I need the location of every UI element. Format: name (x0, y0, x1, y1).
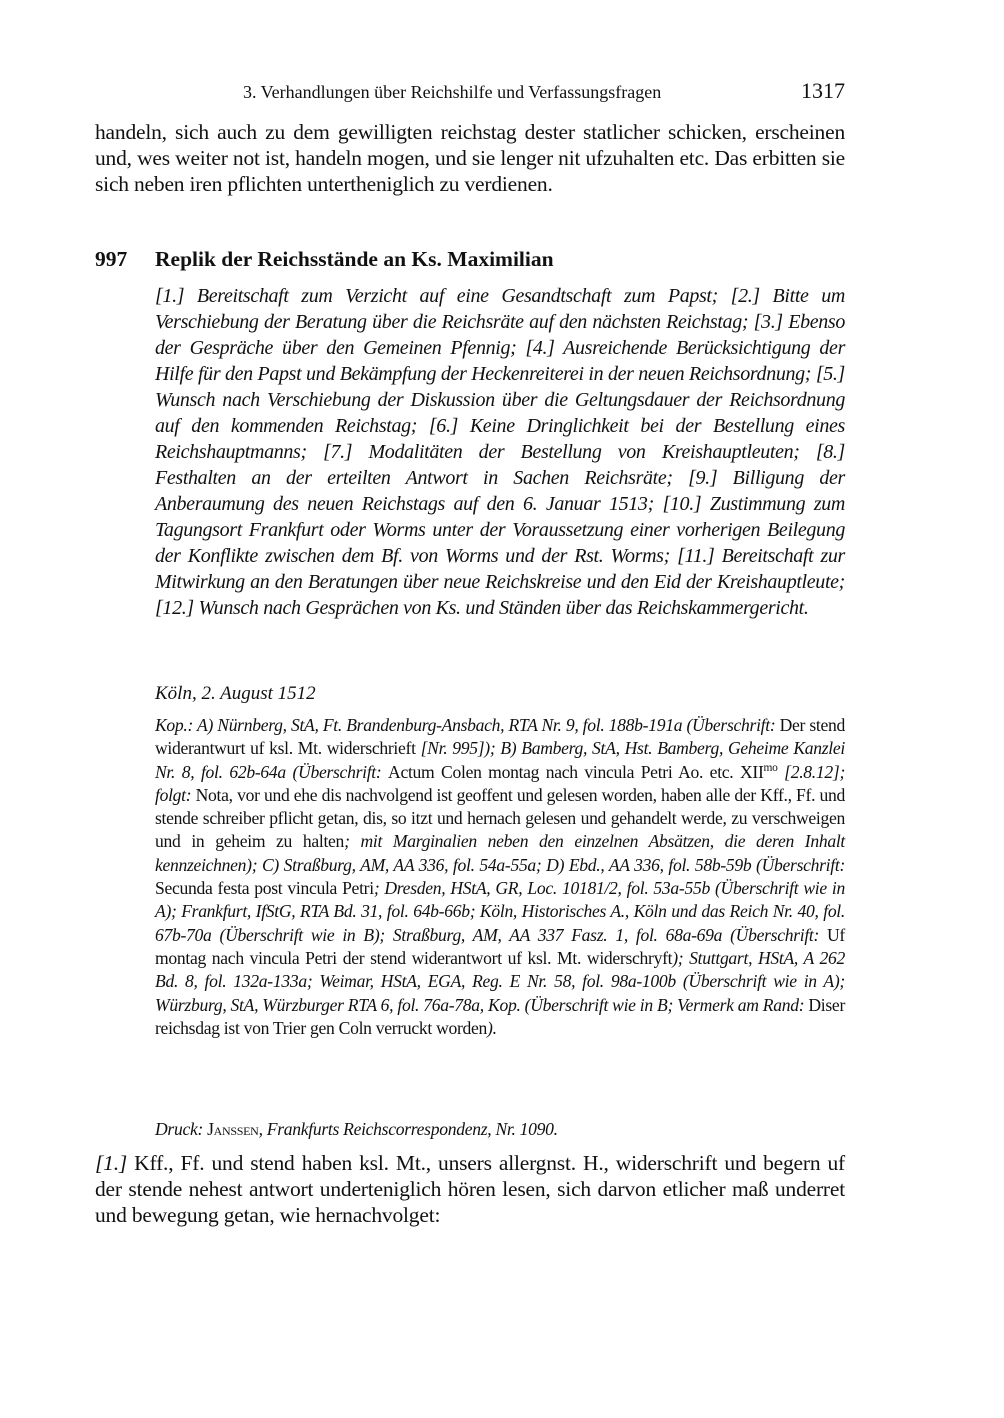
text-run: Uf montag nach vincula Petri der stend widerantwort uf ksl. Mt. widerschryft (155, 924, 845, 968)
body-paragraph (95, 1150, 845, 1228)
italic-text-run: [2.8.12]; folgt: (155, 761, 845, 805)
text-run: Kff., Ff. und stend haben ksl. Mt., unsers allergnst. H., widerschrift und begern uf der stende nehest antwort underteniglich hören lesen, sich darvon etlicher maß underret und bewegung getan, wie hernachvolget: (95, 1151, 845, 1227)
page-number: 1317 (801, 78, 845, 103)
document-date: Köln, 2. August 1512 (155, 683, 316, 704)
source-tradition (155, 714, 845, 1040)
text-run: Diser reichsdag ist von Trier gen Coln verruckt worden (155, 994, 845, 1038)
text-run: Nota, vor und ehe dis nachvolgend ist geoffent und gelesen worden, haben alle der Kff., Ff. und stende schreiber pflicht getan, dis, so itzt und hernach gelesen und gehandelt werde, zu verschweigen und in geheim zu halten (155, 784, 845, 852)
text-run: handeln, sich auch zu dem gewilligten reichstag dester statlicher schicken, erscheinen und, wes weiter not ist, handeln mogen, und sie lenger nit ufzuhalten etc. Das erbitten sie sich neben iren pflichten untertheniglich zu verdienen. (95, 120, 845, 196)
document-title: Replik der Reichsstände an Ks. Maximilian (155, 247, 554, 271)
text-run: Der stend widerantwurt uf ksl. Mt. widerschrieft (155, 715, 845, 759)
italic-text-run: ); Stuttgart, HStA, A 262 Bd. 8, fol. 132a-133a; Weimar, HStA, EGA, Reg. E Nr. 58, fol. 98a-100b (Überschrift wie in A); Würzburg, StA, Würzburger RTA 6, fol. 76a-78a, Kop. (Überschrift wie in B; Vermerk am Rand: (155, 947, 845, 1015)
text-run: Secunda festa post vincula Petri (155, 878, 374, 899)
document-number: 997 (95, 247, 128, 271)
author-name: Janssen (207, 1119, 259, 1139)
italic-text-run: Druck: (155, 1119, 208, 1139)
italic-text-run: [1.] (95, 1151, 135, 1175)
running-title: 3. Verhandlungen über Reichshilfe und Verfassungsfragen (243, 82, 662, 102)
document-heading (95, 247, 554, 272)
regest: [1.] Bereitschaft zum Verzicht auf eine Gesandtschaft zum Papst; [2.] Bitte um Verschiebung der Beratung über die Reichsräte auf den nächsten Reichstag; [3.] Ebenso der Gespräche über den Gemeinen Pfennig; [4.] Ausreichende Berücksichtigung der Hilfe für den Papst und Bekämpfung der Heckenreiterei in der neuen Reichsordnung; [5.] Wunsch nach Verschiebung der Diskussion über die Geltungsdauer der Reichsordnung auf den kommenden Reichstag; [6.] Keine Dringlichkeit bei der Bestellung eines Reichshauptmanns; [7.] Modalitäten der Bestellung von Kreishauptleuten; [8.] Festhalten an der erteilten Antwort in Sachen Reichsräte; [9.] Billigung der Anberaumung des neuen Reichstags auf den 6. Januar 1513; [10.] Zustimmung zum Tagungsort Frankfurt oder Worms unter der Voraussetzung einer vorherigen Beilegung der Konflikte zwischen dem Bf. von Worms und der Rst. Worms; [11.] Bereitschaft zur Mitwirkung an den Beratungen über neue Reichskreise und den Eid der Kreishauptleute; [12.] Wunsch nach Gesprächen von Ks. und Ständen über das Reichskammergericht. (155, 285, 845, 619)
italic-text-run: Kop.: A) Nürnberg, StA, Ft. Brandenburg-Ansbach, RTA Nr. 9, fol. 188b-191a (Überschrift: (155, 715, 780, 735)
text-run: mo (763, 761, 778, 774)
italic-text-run: , Frankfurts Reichscorrespondenz, Nr. 1090. (258, 1119, 558, 1139)
running-header (95, 78, 845, 106)
italic-text-run: ; Dresden, HStA, GR, Loc. 10181/2, fol. 53a-55b (Überschrift wie in A); Frankfurt, IfStG, RTA Bd. 31, fol. 64b-66b; Köln, Historisches A., Köln und das Reich Nr. 40, fol. 67b-70a (Überschrift wie in B); Straßburg, AM, AA 337 Fasz. 1, fol. 68a-69a (Überschrift: (155, 878, 845, 945)
italic-text-run: ). (487, 1017, 497, 1038)
intro-paragraph (95, 119, 845, 197)
italic-text-run: ; mit Marginalien neben den einzelnen Absätzen, die deren Inhalt kennzeichnen); C) Straßburg, AM, AA 336, fol. 54a-55a; D) Ebd., AA 336, fol. 58b-59b (Überschrift: (155, 831, 846, 875)
print-reference (155, 1118, 845, 1141)
italic-text-run: [Nr. 995]); B) Bamberg, StA, Hst. Bamberg, Geheime Kanzlei Nr. 8, fol. 62b-64a (Überschrift: (155, 738, 845, 782)
text-run: Actum Colen montag nach vincula Petri Ao. etc. XII (388, 761, 764, 782)
